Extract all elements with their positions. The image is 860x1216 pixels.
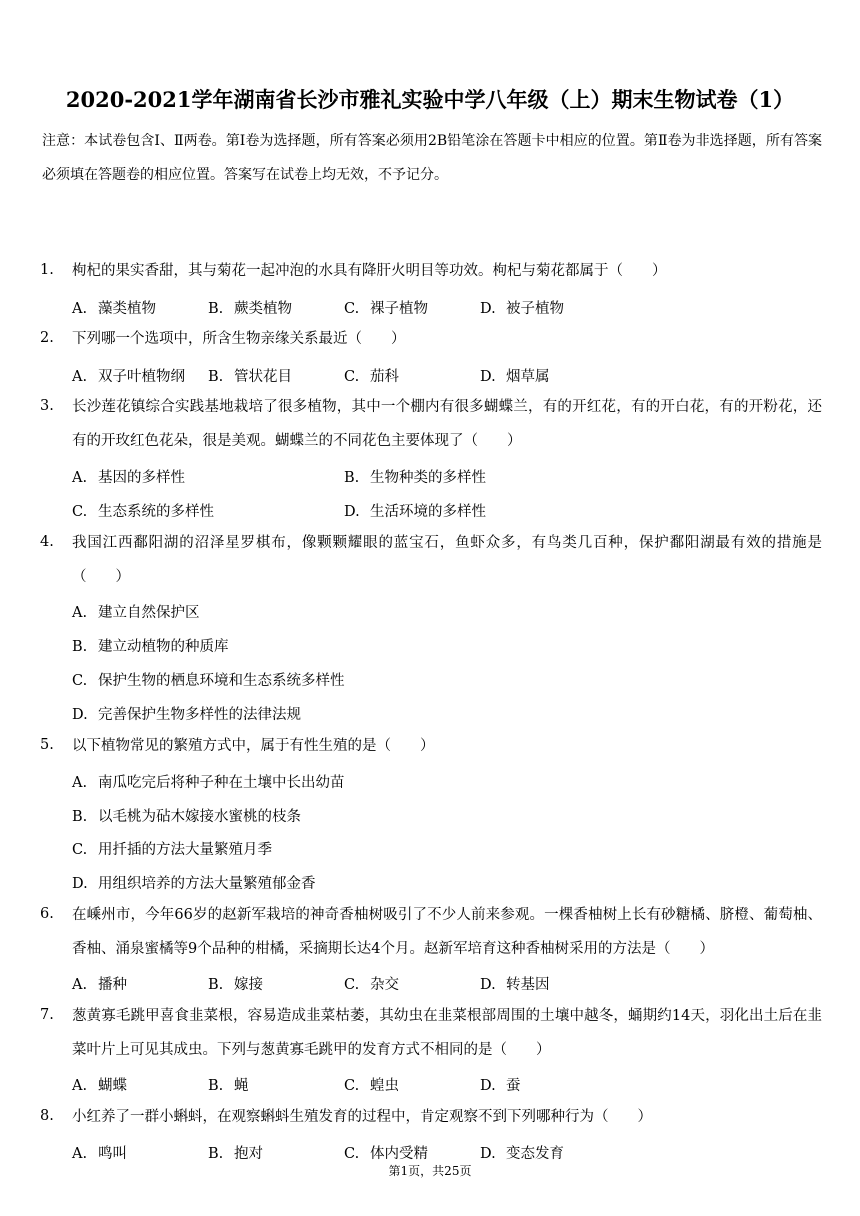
option-text: 茄科 (370, 369, 399, 385)
option-text: 蝇 (234, 1078, 249, 1094)
option-a[interactable] (72, 1142, 127, 1163)
option-text: 生物种类的多样性 (370, 470, 486, 486)
question-stem: 我国江西鄱阳湖的沼泽星罗棋布，像颗颗耀眼的蓝宝石，鱼虾众多，有鸟类几百种，保护鄱阳湖最有效的措施是（ ） (72, 535, 822, 585)
question-number: 7. (40, 1007, 54, 1023)
question-stem: 小红养了一群小蝌蚪，在观察蝌蚪生殖发育的过程中，肯定观察不到下列哪种行为（ ） (72, 1109, 652, 1125)
option-letter: D. (480, 1078, 496, 1094)
question-stem: 葱黄寡毛跳甲喜食韭菜根，容易造成韭菜枯萎，其幼虫在韭菜根部周围的土壤中越冬，蛹期约14天，羽化出土后在韭菜叶片上可见其成虫。下列与葱黄寡毛跳甲的发育方式不相同的是（ ） (72, 1008, 822, 1058)
question-stem: 枸杞的果实香甜，其与菊花一起冲泡的水具有降肝火明目等功效。枸杞与菊花都属于（ ） (72, 263, 667, 279)
option-letter: A. (72, 1078, 88, 1094)
option-b[interactable] (208, 973, 263, 994)
paper-title: 2020-2021学年湖南省长沙市雅礼实验中学八年级（上）期末生物试卷（1） (65, 87, 795, 112)
option-d[interactable] (72, 703, 301, 724)
option-text: 基因的多样性 (98, 470, 185, 486)
option-b[interactable] (208, 297, 292, 318)
option-b[interactable] (208, 1142, 263, 1163)
option-letter: A. (72, 1146, 88, 1162)
option-letter: D. (480, 1146, 496, 1162)
option-b[interactable] (72, 805, 301, 826)
option-letter: D. (72, 876, 88, 892)
option-d[interactable] (344, 500, 486, 521)
option-letter: C. (344, 369, 360, 385)
option-c[interactable] (344, 1142, 428, 1163)
option-letter: D. (480, 301, 496, 317)
option-letter: D. (72, 707, 88, 723)
option-letter: C. (344, 1146, 360, 1162)
option-text: 体内受精 (370, 1146, 428, 1162)
option-letter: C. (72, 504, 88, 520)
option-d[interactable] (72, 872, 316, 893)
option-text: 播种 (98, 977, 127, 993)
option-letter: A. (72, 977, 88, 993)
option-letter: A. (72, 775, 88, 791)
option-text: 蝴蝶 (98, 1078, 127, 1094)
option-text: 保护生物的栖息环境和生态系统多样性 (98, 673, 345, 689)
option-b[interactable] (72, 635, 229, 656)
question-stem: 下列哪一个选项中，所含生物亲缘关系最近（ ） (72, 331, 406, 347)
option-c[interactable] (72, 838, 272, 859)
option-a[interactable] (72, 365, 185, 386)
question-number: 5. (40, 737, 54, 753)
option-b[interactable] (208, 365, 292, 386)
option-d[interactable] (480, 365, 550, 386)
option-letter: B. (72, 639, 88, 655)
option-text: 管状花目 (234, 369, 292, 385)
exam-notice: 注意：本试卷包含Ⅰ、Ⅱ两卷。第Ⅰ卷为选择题，所有答案必须用2B铅笔涂在答题卡中相应的位置。第Ⅱ卷为非选择题，所有答案必须填在答题卷的相应位置。答案写在试卷上均无效，不予记分。 (42, 133, 822, 183)
option-text: 烟草属 (506, 369, 550, 385)
option-text: 建立自然保护区 (98, 605, 200, 621)
option-text: 南瓜吃完后将种子种在土壤中长出幼苗 (98, 775, 345, 791)
option-text: 用扦插的方法大量繁殖月季 (98, 842, 272, 858)
question-number: 1. (40, 262, 54, 278)
option-letter: B. (208, 301, 224, 317)
option-letter: A. (72, 605, 88, 621)
option-text: 嫁接 (234, 977, 263, 993)
option-text: 鸣叫 (98, 1146, 127, 1162)
page-footer: 第1页，共25页 (388, 1164, 472, 1178)
option-letter: A. (72, 369, 88, 385)
option-letter: B. (208, 977, 224, 993)
option-a[interactable] (72, 1074, 127, 1095)
option-letter: C. (72, 842, 88, 858)
option-d[interactable] (480, 297, 564, 318)
option-letter: C. (344, 977, 360, 993)
question-number: 4. (40, 534, 54, 550)
option-text: 双子叶植物纲 (98, 369, 185, 385)
question-stem: 在嵊州市，今年66岁的赵新军栽培的神奇香柚树吸引了不少人前来参观。一棵香柚树上长有砂糖橘、脐橙、葡萄柚、香柚、涌泉蜜橘等9个品种的柑橘，采摘期长达4个月。赵新军培育这种香柚树采用的方法是（ ） (72, 907, 822, 957)
option-c[interactable] (344, 1074, 399, 1095)
option-text: 裸子植物 (370, 301, 428, 317)
question-stem: 长沙莲花镇综合实践基地栽培了很多植物，其中一个棚内有很多蝴蝶兰，有的开红花，有的开白花，有的开粉花，还有的开玫红色花朵，很是美观。蝴蝶兰的不同花色主要体现了（ ） (72, 399, 822, 449)
option-a[interactable] (72, 601, 200, 622)
option-letter: C. (344, 1078, 360, 1094)
option-c[interactable] (72, 500, 214, 521)
option-d[interactable] (480, 973, 550, 994)
option-letter: B. (208, 1146, 224, 1162)
option-text: 转基因 (506, 977, 550, 993)
option-text: 杂交 (370, 977, 399, 993)
question-stem: 以下植物常见的繁殖方式中，属于有性生殖的是（ ） (72, 738, 435, 754)
option-text: 被子植物 (506, 301, 564, 317)
option-c[interactable] (344, 365, 399, 386)
question-number: 8. (40, 1108, 54, 1124)
option-d[interactable] (480, 1142, 564, 1163)
option-text: 藻类植物 (98, 301, 156, 317)
option-text: 以毛桃为砧木嫁接水蜜桃的枝条 (98, 809, 301, 825)
option-letter: A. (72, 301, 88, 317)
option-text: 变态发育 (506, 1146, 564, 1162)
option-letter: D. (344, 504, 360, 520)
option-letter: D. (480, 977, 496, 993)
option-text: 蕨类植物 (234, 301, 292, 317)
option-a[interactable] (72, 466, 185, 487)
option-text: 用组织培养的方法大量繁殖郁金香 (98, 876, 316, 892)
option-b[interactable] (344, 466, 486, 487)
option-a[interactable] (72, 771, 345, 792)
option-text: 蚕 (506, 1078, 521, 1094)
option-c[interactable] (344, 973, 399, 994)
option-letter: A. (72, 470, 88, 486)
option-letter: B. (208, 369, 224, 385)
option-letter: D. (480, 369, 496, 385)
option-text: 生态系统的多样性 (98, 504, 214, 520)
option-letter: C. (344, 301, 360, 317)
option-letter: B. (208, 1078, 224, 1094)
option-a[interactable] (72, 973, 127, 994)
option-text: 生活环境的多样性 (370, 504, 486, 520)
option-d[interactable] (480, 1074, 521, 1095)
option-c[interactable] (72, 669, 345, 690)
question-number: 2. (40, 330, 54, 346)
option-text: 完善保护生物多样性的法律法规 (98, 707, 301, 723)
option-text: 蝗虫 (370, 1078, 399, 1094)
question-number: 6. (40, 906, 54, 922)
option-b[interactable] (208, 1074, 249, 1095)
option-letter: B. (72, 809, 88, 825)
question-number: 3. (40, 398, 54, 414)
option-a[interactable] (72, 297, 156, 318)
option-letter: C. (72, 673, 88, 689)
option-text: 建立动植物的种质库 (98, 639, 229, 655)
option-text: 抱对 (234, 1146, 263, 1162)
option-letter: B. (344, 470, 360, 486)
option-c[interactable] (344, 297, 428, 318)
